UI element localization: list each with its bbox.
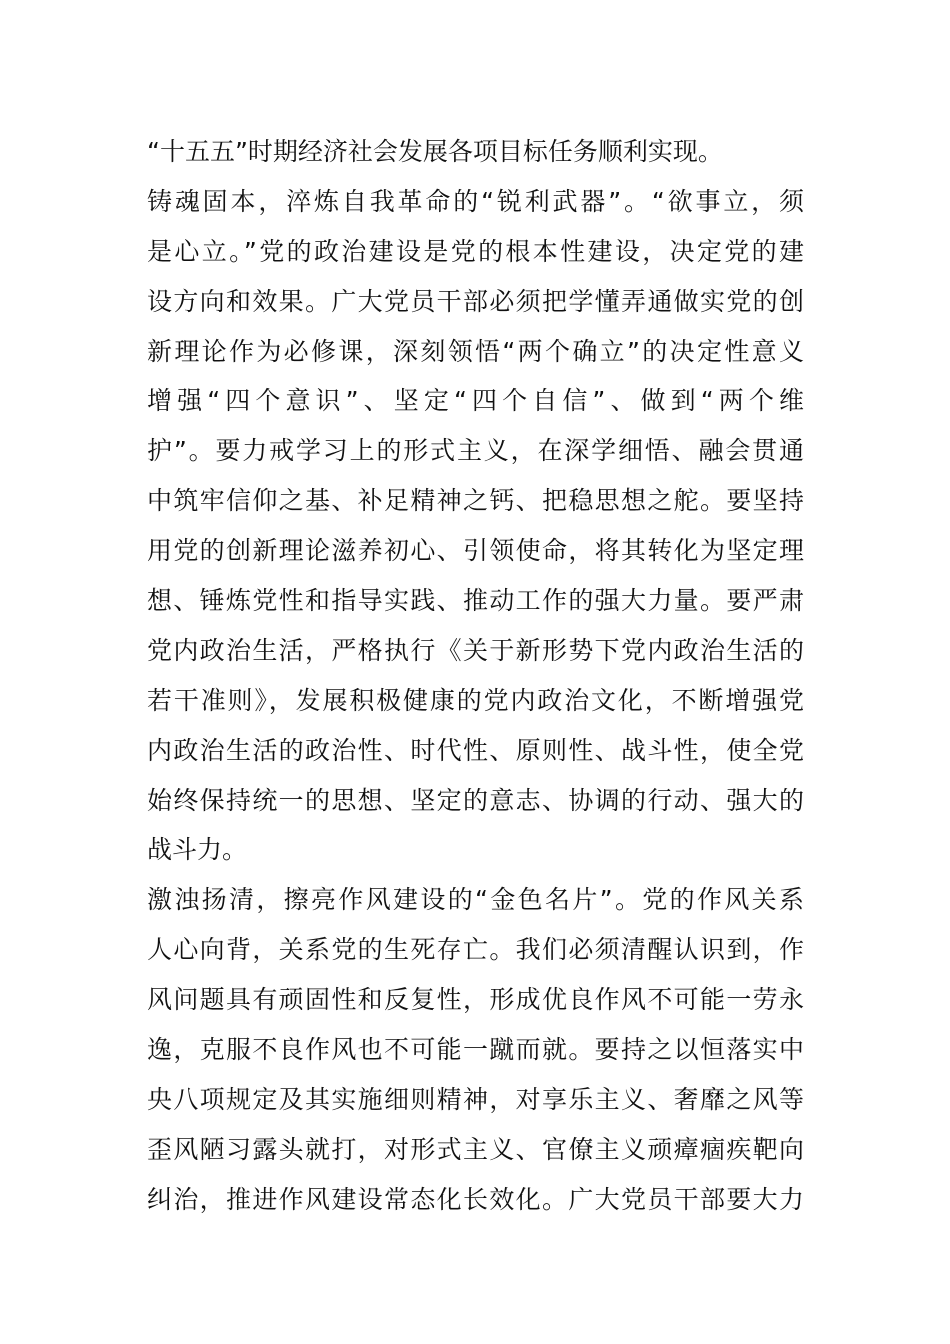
text-line: 始终保持统一的思想、坚定的意志、协调的行动、强大的 bbox=[147, 785, 804, 815]
text-line: 人心向背，关系党的生死存亡。我们必须清醒认识到，作 bbox=[147, 935, 804, 965]
paragraph bbox=[147, 884, 804, 1233]
paragraph bbox=[147, 186, 804, 884]
text-line: 护”。要力戒学习上的形式主义，在深学细悟、融会贯通 bbox=[147, 436, 804, 466]
text-line: 设方向和效果。广大党员干部必须把学懂弄通做实党的创 bbox=[147, 286, 804, 316]
text-line: 用党的创新理论滋养初心、引领使命，将其转化为坚定理 bbox=[147, 536, 804, 566]
text-line: 增强“四个意识”、坚定“四个自信”、做到“两个维 bbox=[147, 386, 804, 416]
text-line: 风问题具有顽固性和反复性，形成优良作风不可能一劳永 bbox=[147, 985, 804, 1015]
text-line: 内政治生活的政治性、时代性、原则性、战斗性，使全党 bbox=[147, 735, 804, 765]
text-line: 战斗力。 bbox=[147, 835, 248, 865]
text-line: 新理论作为必修课，深刻领悟“两个确立”的决定性意义 bbox=[147, 336, 804, 366]
text-line: 歪风陋习露头就打，对形式主义、官僚主义顽瘴痼疾靶向 bbox=[147, 1134, 804, 1164]
text-line: 党内政治生活，严格执行《关于新形势下党内政治生活的 bbox=[147, 635, 804, 665]
text-line: 想、锤炼党性和指导实践、推动工作的强大力量。要严肃 bbox=[147, 586, 804, 616]
text-line: 铸魂固本，淬炼自我革命的“锐利武器”。“欲事立，须 bbox=[147, 186, 804, 216]
text-line: “十五五”时期经济社会发展各项目标任务顺利实现。 bbox=[147, 137, 723, 166]
text-line: 逸，克服不良作风也不可能一蹴而就。要持之以恒落实中 bbox=[147, 1035, 804, 1065]
text-line: 纠治，推进作风建设常态化长效化。广大党员干部要大力 bbox=[147, 1184, 804, 1214]
document-body bbox=[147, 136, 804, 1234]
text-line: 央八项规定及其实施细则精神，对享乐主义、奢靡之风等 bbox=[147, 1084, 804, 1114]
text-line: 是心立。”党的政治建设是党的根本性建设，决定党的建 bbox=[147, 236, 804, 266]
text-line: 激浊扬清，擦亮作风建设的“金色名片”。党的作风关系 bbox=[147, 885, 804, 915]
paragraph bbox=[147, 136, 804, 186]
text-line: 中筑牢信仰之基、补足精神之钙、把稳思想之舵。要坚持 bbox=[147, 486, 804, 516]
text-line: 若干准则》，发展积极健康的党内政治文化，不断增强党 bbox=[147, 685, 804, 715]
